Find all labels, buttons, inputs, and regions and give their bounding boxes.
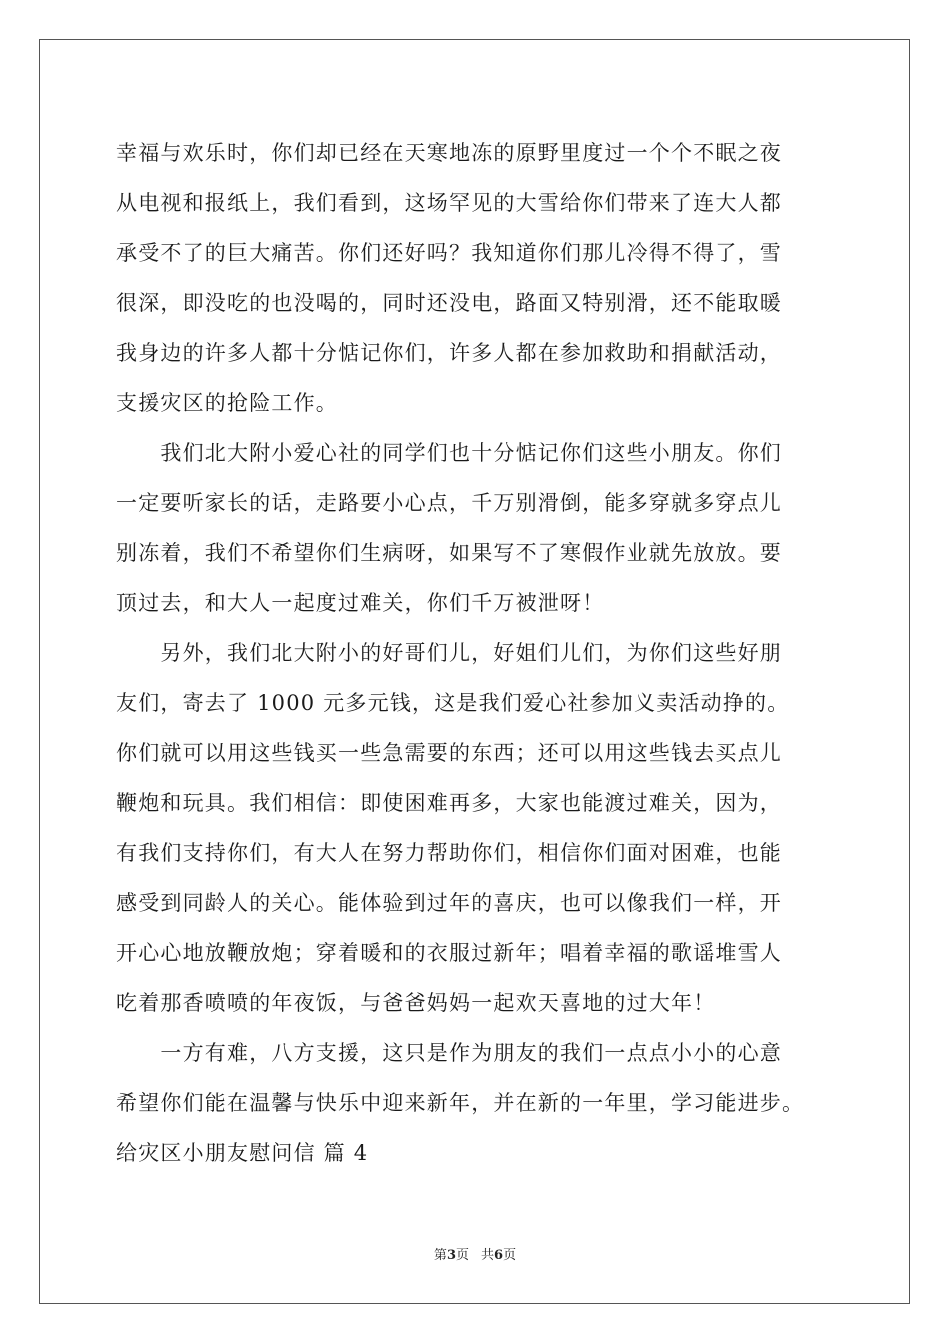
text-line-14: 鞭炮和玩具。我们相信：即使困难再多，大家也能渡过难关，因为， [116, 791, 782, 815]
text-line-17: 开心心地放鞭放炮；穿着暖和的衣服过新年；唱着幸福的歌谣堆雪人 [116, 941, 782, 965]
text-line-20: 希望你们能在温馨与快乐中迎来新年，并在新的一年里，学习能进步。 [116, 1091, 805, 1115]
text-line-10: 顶过去，和大人一起度过难关，你们千万被泄呀！ [116, 591, 605, 615]
text-line-15: 有我们支持你们，有大人在努力帮助你们，相信你们面对困难，也能 [116, 841, 782, 865]
page-prefix: 第 [433, 1248, 447, 1263]
total-suffix: 页 [503, 1248, 517, 1263]
text-line-18: 吃着那香喷喷的年夜饭，与爸爸妈妈一起欢天喜地的过大年！ [116, 991, 716, 1015]
total-prefix: 共 [481, 1248, 495, 1263]
page-current: 3 [446, 1248, 456, 1263]
text-line-13: 你们就可以用这些钱买一些急需要的东西；还可以用这些钱去买点儿 [116, 741, 782, 765]
text-line-6: 支援灾区的抢险工作。 [116, 391, 338, 415]
text-line-16: 感受到同龄人的关心。能体验到过年的喜庆，也可以像我们一样，开 [116, 891, 782, 915]
letter-body [116, 128, 846, 1178]
text-line-1: 幸福与欢乐时，你们却已经在天寒地冻的原野里度过一个个不眠之夜 [116, 141, 782, 165]
page-total: 6 [494, 1248, 504, 1263]
text-line-19: 一方有难，八方支援，这只是作为朋友的我们一点点小小的心意 [116, 1041, 782, 1065]
section-heading: 给灾区小朋友慰问信 篇 4 [116, 1141, 369, 1165]
text-line-4: 很深，即没吃的也没喝的，同时还没电，路面又特别滑，还不能取暖 [116, 291, 782, 315]
text-line-7: 我们北大附小爱心社的同学们也十分惦记你们这些小朋友。你们 [116, 441, 782, 465]
text-line-3: 承受不了的巨大痛苦。你们还好吗？我知道你们那儿冷得不得了，雪 [116, 241, 782, 265]
text-line-9: 别冻着，我们不希望你们生病呀，如果写不了寒假作业就先放放。要 [116, 541, 782, 565]
text-line-11: 另外，我们北大附小的好哥们儿，好姐们儿们，为你们这些好朋 [116, 641, 782, 665]
text-line-5: 我身边的许多人都十分惦记你们，许多人都在参加救助和捐献活动， [116, 341, 782, 365]
page-footer [0, 1244, 950, 1263]
page-suffix: 页 [455, 1248, 469, 1263]
text-line-12: 友们，寄去了 1000 元多元钱，这是我们爱心社参加义卖活动挣的。 [116, 691, 790, 715]
text-line-2: 从电视和报纸上，我们看到，这场罕见的大雪给你们带来了连大人都 [116, 191, 782, 215]
text-line-8: 一定要听家长的话，走路要小心点，千万别滑倒，能多穿就多穿点儿 [116, 491, 782, 515]
